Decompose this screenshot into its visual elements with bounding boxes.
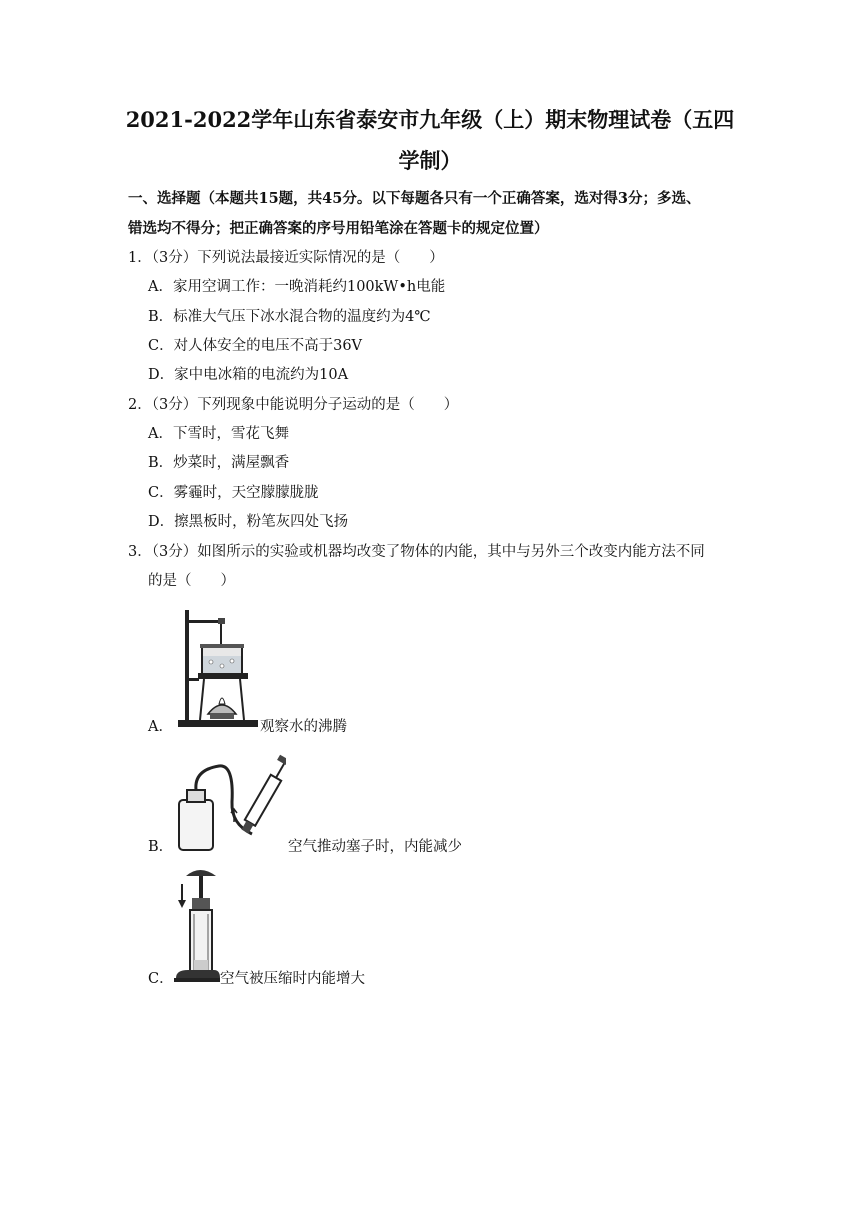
q2-option-b: B．炒菜时，满屋飘香 <box>148 455 290 471</box>
exam-title-line1: 2021-2022学年山东省泰安市九年级（上）期末物理试卷（五四 <box>125 107 735 132</box>
bottle-pump-figure <box>174 752 286 856</box>
q3-option-c-text: 空气被压缩时内能增大 <box>220 971 365 987</box>
boiling-water-figure <box>176 600 260 730</box>
q2-option-c: C．雾霾时，天空朦朦胧胧 <box>148 485 319 501</box>
q3-option-a-text: 观察水的沸腾 <box>260 719 347 735</box>
q3-option-b-label: B． <box>148 839 174 855</box>
q1-option-c: C．对人体安全的电压不高于36V <box>148 338 363 354</box>
q1-option-b: B．标准大气压下冰水混合物的温度约为4℃ <box>148 309 431 325</box>
q2-option-a: A．下雪时，雪花飞舞 <box>148 426 289 442</box>
q1-stem: 1．（3分）下列说法最接近实际情况的是（ ） <box>128 250 444 266</box>
q2-stem: 2．（3分）下列现象中能说明分子运动的是（ ） <box>128 397 459 413</box>
q1-option-d: D．家中电冰箱的电流约为10A <box>148 367 349 383</box>
q3-stem-line1: 3．（3分）如图所示的实验或机器均改变了物体的内能，其中与另外三个改变内能方法不同 <box>128 544 705 560</box>
q2-option-d: D．擦黑板时，粉笔灰四处飞扬 <box>148 514 349 530</box>
q3-option-c-label: C． <box>148 971 174 987</box>
section-heading-line2: 错选均不得分；把正确答案的序号用铅笔涂在答题卡的规定位置） <box>128 220 549 237</box>
q3-option-b-text: 空气推动塞子时，内能减少 <box>288 839 462 855</box>
q3-option-a-label: A． <box>148 719 173 735</box>
section-heading-line1: 一、选择题（本题共15题，共45分。以下每题各只有一个正确答案，选对得3分；多选、 <box>128 190 701 207</box>
exam-title-line2: 学制） <box>398 148 462 173</box>
q1-option-a: A．家用空调工作：一晚消耗约100kW•h电能 <box>148 279 446 295</box>
q3-stem-line2: 的是（ ） <box>148 573 235 589</box>
air-compression-figure <box>172 866 222 990</box>
